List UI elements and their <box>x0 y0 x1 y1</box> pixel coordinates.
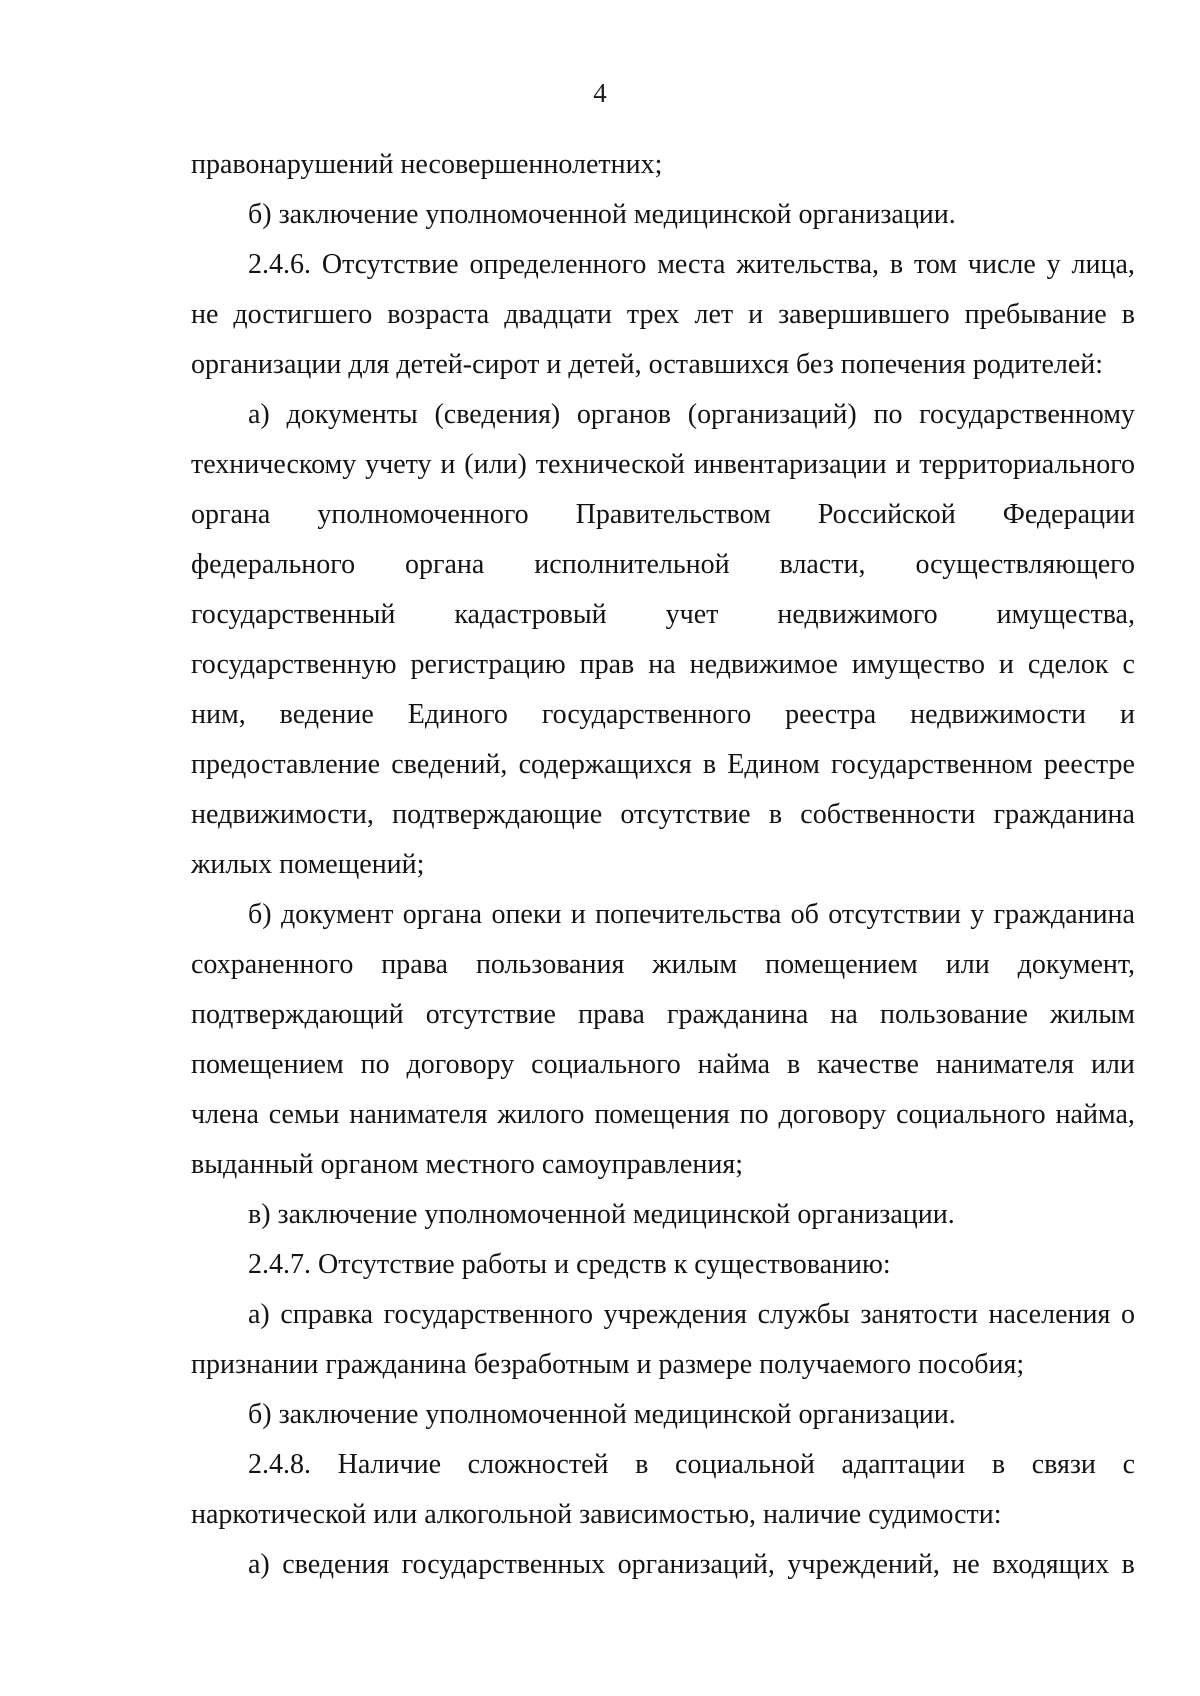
text-line: в) заключение уполномоченной медицинской организации. <box>248 1199 955 1230</box>
word: определенного <box>469 249 647 280</box>
word: (сведения) <box>434 399 561 430</box>
word: сделок <box>1027 649 1109 680</box>
text-line: б) заключение уполномоченной медицинской организации. <box>248 1399 956 1430</box>
word: подтверждающий <box>191 999 404 1030</box>
text-line <box>191 890 1135 940</box>
word: возраста <box>387 299 490 330</box>
word: ведение <box>279 699 374 730</box>
word: документ <box>280 899 394 930</box>
text-line <box>191 490 1135 540</box>
word: пребывание <box>964 299 1107 330</box>
text-line <box>191 940 1135 990</box>
word: на <box>830 999 858 1030</box>
word: входящих <box>992 1549 1110 1580</box>
word: (организаций) <box>687 399 857 430</box>
word: завершившего <box>778 299 950 330</box>
word: Российской <box>817 499 956 530</box>
word: гражданина <box>666 999 809 1030</box>
word: с <box>1122 1449 1135 1480</box>
document-body <box>191 140 1135 1590</box>
word: недвижимости <box>910 699 1086 730</box>
text-line <box>191 440 1135 490</box>
word: права <box>578 999 645 1030</box>
word: регистрацию <box>410 649 566 680</box>
word: и <box>570 899 586 930</box>
text-line <box>191 290 1135 340</box>
word: государственному <box>919 399 1135 430</box>
word: реестра <box>785 699 877 730</box>
word: имущества, <box>996 599 1135 630</box>
word: попечительства <box>595 899 782 930</box>
word: 2.4.8. <box>248 1449 311 1480</box>
word: федерального <box>191 549 356 580</box>
word: пользование <box>880 999 1028 1030</box>
word: по <box>360 1049 390 1080</box>
text-line <box>191 990 1135 1040</box>
word: нанимателя <box>935 1049 1075 1080</box>
word: социальной <box>675 1449 815 1480</box>
word: семьи <box>268 1099 340 1130</box>
word: осуществляющего <box>915 549 1135 580</box>
word: сведения <box>282 1549 390 1580</box>
text-line <box>191 1090 1135 1140</box>
word: прав <box>579 649 635 680</box>
word: службы <box>757 1299 850 1330</box>
text-line: б) заключение уполномоченной медицинской организации. <box>248 199 956 230</box>
word: не <box>952 1549 980 1580</box>
word: в <box>702 749 717 780</box>
word: собственности <box>800 799 976 830</box>
text-line <box>191 1440 1135 1490</box>
word: договору <box>778 1099 887 1130</box>
word: учреждения <box>603 1299 748 1330</box>
word: а) <box>248 399 270 430</box>
word: помещением <box>191 1049 344 1080</box>
word: права <box>381 949 448 980</box>
word: помещением <box>765 949 918 980</box>
word: недвижимое <box>689 649 838 680</box>
word: органа <box>191 499 271 530</box>
word: в <box>635 1449 649 1480</box>
word: отсутствие <box>425 999 556 1030</box>
word: власти, <box>779 549 866 580</box>
word: учреждений, <box>787 1549 940 1580</box>
text-line: признании гражданина безработным и размере получаемого пособия; <box>191 1349 1025 1380</box>
word: о <box>1120 1299 1135 1330</box>
text-line <box>191 1290 1135 1340</box>
word: подтверждающие <box>392 799 603 830</box>
word: кадастровый <box>454 599 607 630</box>
word: нанимателя <box>349 1099 488 1130</box>
word: государственный <box>191 599 396 630</box>
word: места <box>657 249 726 280</box>
word: реестре <box>1043 749 1135 780</box>
word: населения <box>988 1299 1111 1330</box>
word: в <box>1121 299 1135 330</box>
word: гражданина <box>993 799 1135 830</box>
word: б) <box>248 899 272 930</box>
word: государственного <box>383 1299 594 1330</box>
word: Едином <box>727 749 820 780</box>
word: содержащихся <box>518 749 692 780</box>
text-line: жилых помещений; <box>191 849 425 880</box>
text-line <box>191 1540 1135 1590</box>
word: гражданина <box>993 899 1135 930</box>
word: адаптации <box>841 1449 966 1480</box>
word: в <box>786 1049 801 1080</box>
word: а) <box>248 1299 270 1330</box>
text-line: наркотической или алкогольной зависимостью, наличие судимости: <box>191 1499 1002 1530</box>
word: государственном <box>830 749 1033 780</box>
word: или <box>945 949 990 980</box>
word: и <box>748 299 764 330</box>
word: а) <box>248 1549 270 1580</box>
word: документ, <box>1017 949 1135 980</box>
text-line: правонарушений несовершеннолетних; <box>191 149 663 180</box>
word: Отсутствие <box>321 249 459 280</box>
word: 2.4.6. <box>248 249 311 280</box>
word: пользования <box>475 949 625 980</box>
word: сохраненного <box>191 949 354 980</box>
word: Федерации <box>1002 499 1135 530</box>
word: и <box>1119 699 1135 730</box>
text-line <box>191 540 1135 590</box>
word: государственного <box>541 699 752 730</box>
text-line <box>191 740 1135 790</box>
word: договору <box>406 1049 515 1080</box>
text-line <box>191 790 1135 840</box>
word: социального <box>896 1099 1046 1130</box>
word: учет <box>665 599 719 630</box>
word: достигшего <box>233 299 373 330</box>
text-line <box>191 390 1135 440</box>
word: числе <box>967 249 1036 280</box>
word: и <box>440 449 456 480</box>
word: отсутствии <box>828 899 961 930</box>
word: лет <box>694 299 734 330</box>
word: ним, <box>191 699 246 730</box>
text-line: выданный органом местного самоуправления; <box>191 1149 743 1180</box>
word: и <box>895 449 911 480</box>
word: документы <box>286 399 418 430</box>
text-line <box>191 640 1135 690</box>
text-line: организации для детей-сирот и детей, оставшихся без попечения родителей: <box>191 349 1104 380</box>
word: имущество <box>851 649 985 680</box>
word: помещения <box>594 1099 730 1130</box>
word: органа <box>402 899 483 930</box>
word: предоставление <box>191 749 381 780</box>
word: двадцати <box>504 299 612 330</box>
text-line: 2.4.7. Отсутствие работы и средств к существованию: <box>248 1249 891 1280</box>
word: том <box>913 249 958 280</box>
word: у <box>1046 249 1061 280</box>
word: найма <box>697 1049 771 1080</box>
word: по <box>739 1099 769 1130</box>
word: жительства, <box>736 249 880 280</box>
word: опеки <box>491 899 562 930</box>
word: техническому <box>191 449 357 480</box>
word: территориального <box>919 449 1135 480</box>
word: организаций, <box>617 1549 775 1580</box>
word: найма, <box>1055 1099 1135 1130</box>
word: справка <box>280 1299 374 1330</box>
word: связи <box>1031 1449 1096 1480</box>
text-line <box>191 240 1135 290</box>
word: качестве <box>817 1049 919 1080</box>
page-number: 4 <box>593 78 607 108</box>
word: в <box>991 1449 1006 1480</box>
word: уполномоченного <box>317 499 529 530</box>
word: недвижимости, <box>191 799 374 830</box>
word: учету <box>365 449 432 480</box>
word: в <box>1121 1549 1135 1580</box>
word: жилым <box>1050 999 1135 1030</box>
word: об <box>790 899 819 930</box>
word: социального <box>531 1049 681 1080</box>
word: или <box>1090 1049 1135 1080</box>
word: исполнительной <box>534 549 730 580</box>
word: с <box>1122 649 1135 680</box>
word: у <box>970 899 985 930</box>
word: занятости <box>860 1299 978 1330</box>
word: органов <box>576 399 672 430</box>
word: и <box>998 649 1014 680</box>
word: Наличие <box>337 1449 442 1480</box>
word: трех <box>626 299 680 330</box>
word: члена <box>191 1099 259 1130</box>
word: отсутствие <box>620 799 751 830</box>
word: Правительством <box>575 499 771 530</box>
word: жилым <box>652 949 738 980</box>
word: сложностей <box>467 1449 609 1480</box>
word: лица, <box>1071 249 1135 280</box>
word: сведений, <box>391 749 508 780</box>
word: государственных <box>401 1549 606 1580</box>
word: в <box>889 249 904 280</box>
text-line <box>191 590 1135 640</box>
word: не <box>191 299 219 330</box>
text-line <box>191 1040 1135 1090</box>
word: органа <box>405 549 485 580</box>
text-line <box>191 690 1135 740</box>
word: на <box>648 649 676 680</box>
word: (или) <box>464 449 527 480</box>
word: недвижимого <box>777 599 938 630</box>
word: Единого <box>407 699 508 730</box>
word: в <box>768 799 783 830</box>
word: по <box>873 399 903 430</box>
word: жилого <box>497 1099 585 1130</box>
word: технической <box>535 449 685 480</box>
word: инвентаризации <box>693 449 887 480</box>
word: государственную <box>191 649 397 680</box>
